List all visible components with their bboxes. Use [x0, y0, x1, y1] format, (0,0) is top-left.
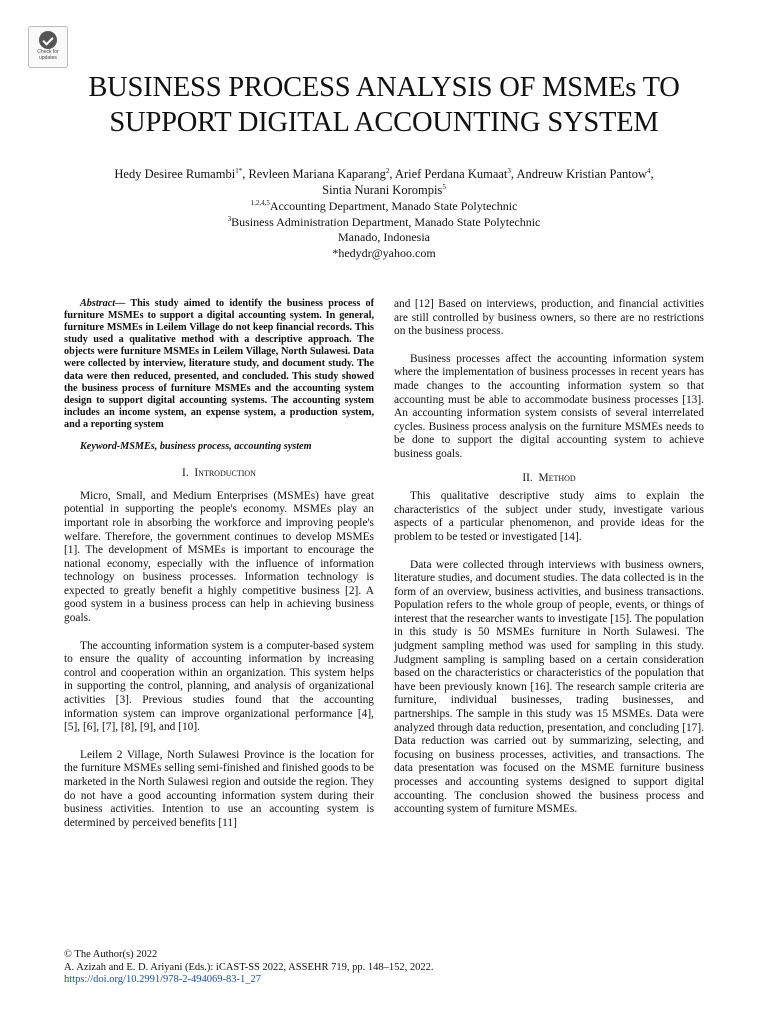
citation-line: A. Azizah and E. D. Ariyani (Eds.): iCAST-SS 2022, ASSEHR 719, pp. 148–152, 2022.: [64, 961, 434, 973]
author-3: , Arief Perdana Kumaat: [389, 167, 508, 181]
abstract-lead: Abstract—: [80, 298, 126, 309]
abstract-text: This study aimed to identify the business process of furniture MSMEs to support a digital accounting system. In general, furniture MSMEs in Leilem Village do not keep financial records. This study used a qualitative method with a descriptive approach. The objects were furniture MSMEs in Leilem Village, North Sulawesi. Data were collected by interview, literature study, and document study. The data were then reduced, presented, and concluded. This study showed the business process of furniture MSMEs and the accounting system design to support digital accounting systems. The accounting system includes an income system, an expense system, a production system, and a reporting system: [64, 298, 374, 430]
right-column: [394, 298, 704, 817]
abstract: [64, 298, 374, 431]
affiliation-1-marker: 1,2,4,5: [250, 199, 270, 207]
doi-link[interactable]: https://doi.org/10.2991/978-2-494069-83-1_27: [64, 974, 261, 986]
keywords: Keyword-MSMEs, business process, accounting system: [80, 441, 312, 453]
method-paragraph-2: Data were collected through interviews with business owners, literature studies, and document studies. The data collected is in the form of an overview, business activities, and business transactions. Population refers to the whole group of people, events, or things of interest that the researcher wants to investigate [15]. The population in this study is 50 MSMEs furniture in North Sulawesi. The judgment sampling method was used for sampling in this study. Judgment sampling is sampling based on a certain consideration based on the characteristics or characteristics of the population that have been previously known [16]. The research sample criteria are furniture, individual businesses, trading businesses, and partnerships. The sample in this study was 15 MSMEs. Data were analyzed through data reduction, presentation, and concluding [17]. Data reduction was carried out by summarizing, selecting, and focusing on business processes, activities, and transactions. The data presentation was focused on the MSME furniture business processes and accounting systems designed to support digital accounting. The conclusion showed the business process and accounting system of furniture MSMEs.: [394, 558, 704, 816]
corresponding-email[interactable]: *hedydr@yahoo.com: [332, 245, 436, 260]
badge-label-line2: updates: [39, 54, 57, 61]
author-list: [60, 166, 708, 198]
section-2-title: Method: [538, 471, 576, 484]
affiliation-location: Manado, Indonesia: [338, 230, 430, 245]
affiliation-2-marker: 3: [227, 214, 232, 223]
author-1: Hedy Desiree Rumambi: [114, 167, 236, 181]
intro-paragraph-3: Leilem 2 Village, North Sulawesi Province is the location for the furniture MSMEs selling semi-finished and finished goods to be marketed in the North Sulawesi region and outside the region. They do not have a good accounting information system during their business activities. Intention to use an accounting system is determined by perceived benefits [11]: [64, 748, 374, 829]
affiliation-1-text: Accounting Department, Manado State Polytechnic: [269, 199, 518, 213]
paper-title: [40, 70, 728, 140]
section-heading-introduction: [64, 467, 374, 481]
author-4-marker: 4: [647, 167, 651, 175]
page-footer: [64, 949, 433, 987]
author-3-marker: 3: [507, 167, 511, 175]
author-5-marker: 5: [442, 183, 446, 191]
author-2: , Revleen Mariana Kaparang: [242, 167, 386, 181]
intro-paragraph-5: Business processes affect the accounting information system where the implementation of business processes in recent years has made changes to the accounting information system so that accounting must be able to accommodate business processes [13]. An accounting information system consists of several interrelated cycles. Business process analysis on the furniture MSMEs needs to be done to support the digital accounting system to achieve business goals.: [394, 352, 704, 460]
author-4: , Andreuw Kristian Pantow: [510, 167, 647, 181]
method-paragraph-1: This qualitative descriptive study aims to explain the characteristics of the subject under study, investigate various aspects of a particular phenomenon, and provide ideas for the problem to be tested or investigated [14].: [394, 490, 704, 543]
affiliation-2: [60, 215, 708, 231]
title-line-1: BUSINESS PROCESS ANALYSIS OF MSMEs TO: [88, 72, 680, 103]
check-for-updates-badge[interactable]: [28, 26, 68, 68]
affiliations: [60, 199, 708, 261]
badge-label-line1: Check for: [37, 49, 59, 55]
checkmark-icon: [39, 31, 57, 49]
author-4-tail: ,: [650, 167, 654, 181]
section-1-number: I.: [182, 467, 189, 480]
section-2-number: II.: [522, 471, 533, 484]
intro-paragraph-4: and [12] Based on interviews, production, and financial activities are still controlled by business owners, so there are no restrictions on the business process.: [394, 298, 704, 338]
author-1-marker: 1*: [235, 167, 243, 175]
intro-paragraph-1: Micro, Small, and Medium Enterprises (MSMEs) have great potential in supporting the people's economy. MSMEs play an important role in absorbing the workforce and improving people's welfare. Therefore, the government continues to develop MSMEs [1]. The development of MSMEs is important to encourage the national economy, especially with the influence of information technology on business processes. Information technology is expected to greatly benefit a highly competitive business [2]. A good system in a business process can help in achieving business goals.: [64, 489, 374, 625]
author-2-marker: 2: [385, 167, 390, 175]
title-line-2: SUPPORT DIGITAL ACCOUNTING SYSTEM: [109, 107, 659, 138]
section-heading-method: [394, 472, 704, 486]
left-column: [64, 298, 374, 830]
affiliation-1: [60, 199, 708, 215]
author-5: Sintia Nurani Korompis: [322, 183, 443, 197]
section-1-title: Introduction: [194, 467, 256, 480]
copyright-line: © The Author(s) 2022: [64, 949, 158, 960]
intro-paragraph-2: The accounting information system is a computer-based system to ensure the quality of accounting information by increasing control and cooperation within an organization. This system helps in supporting the control, planning, and analysis of organizational activities [3]. Previous studies found that the accounting information system can improve organizational performance [4], [5], [6], [7], [8], [9], and [10].: [64, 639, 374, 734]
affiliation-2-text: Business Administration Department, Manado State Polytechnic: [231, 214, 541, 229]
